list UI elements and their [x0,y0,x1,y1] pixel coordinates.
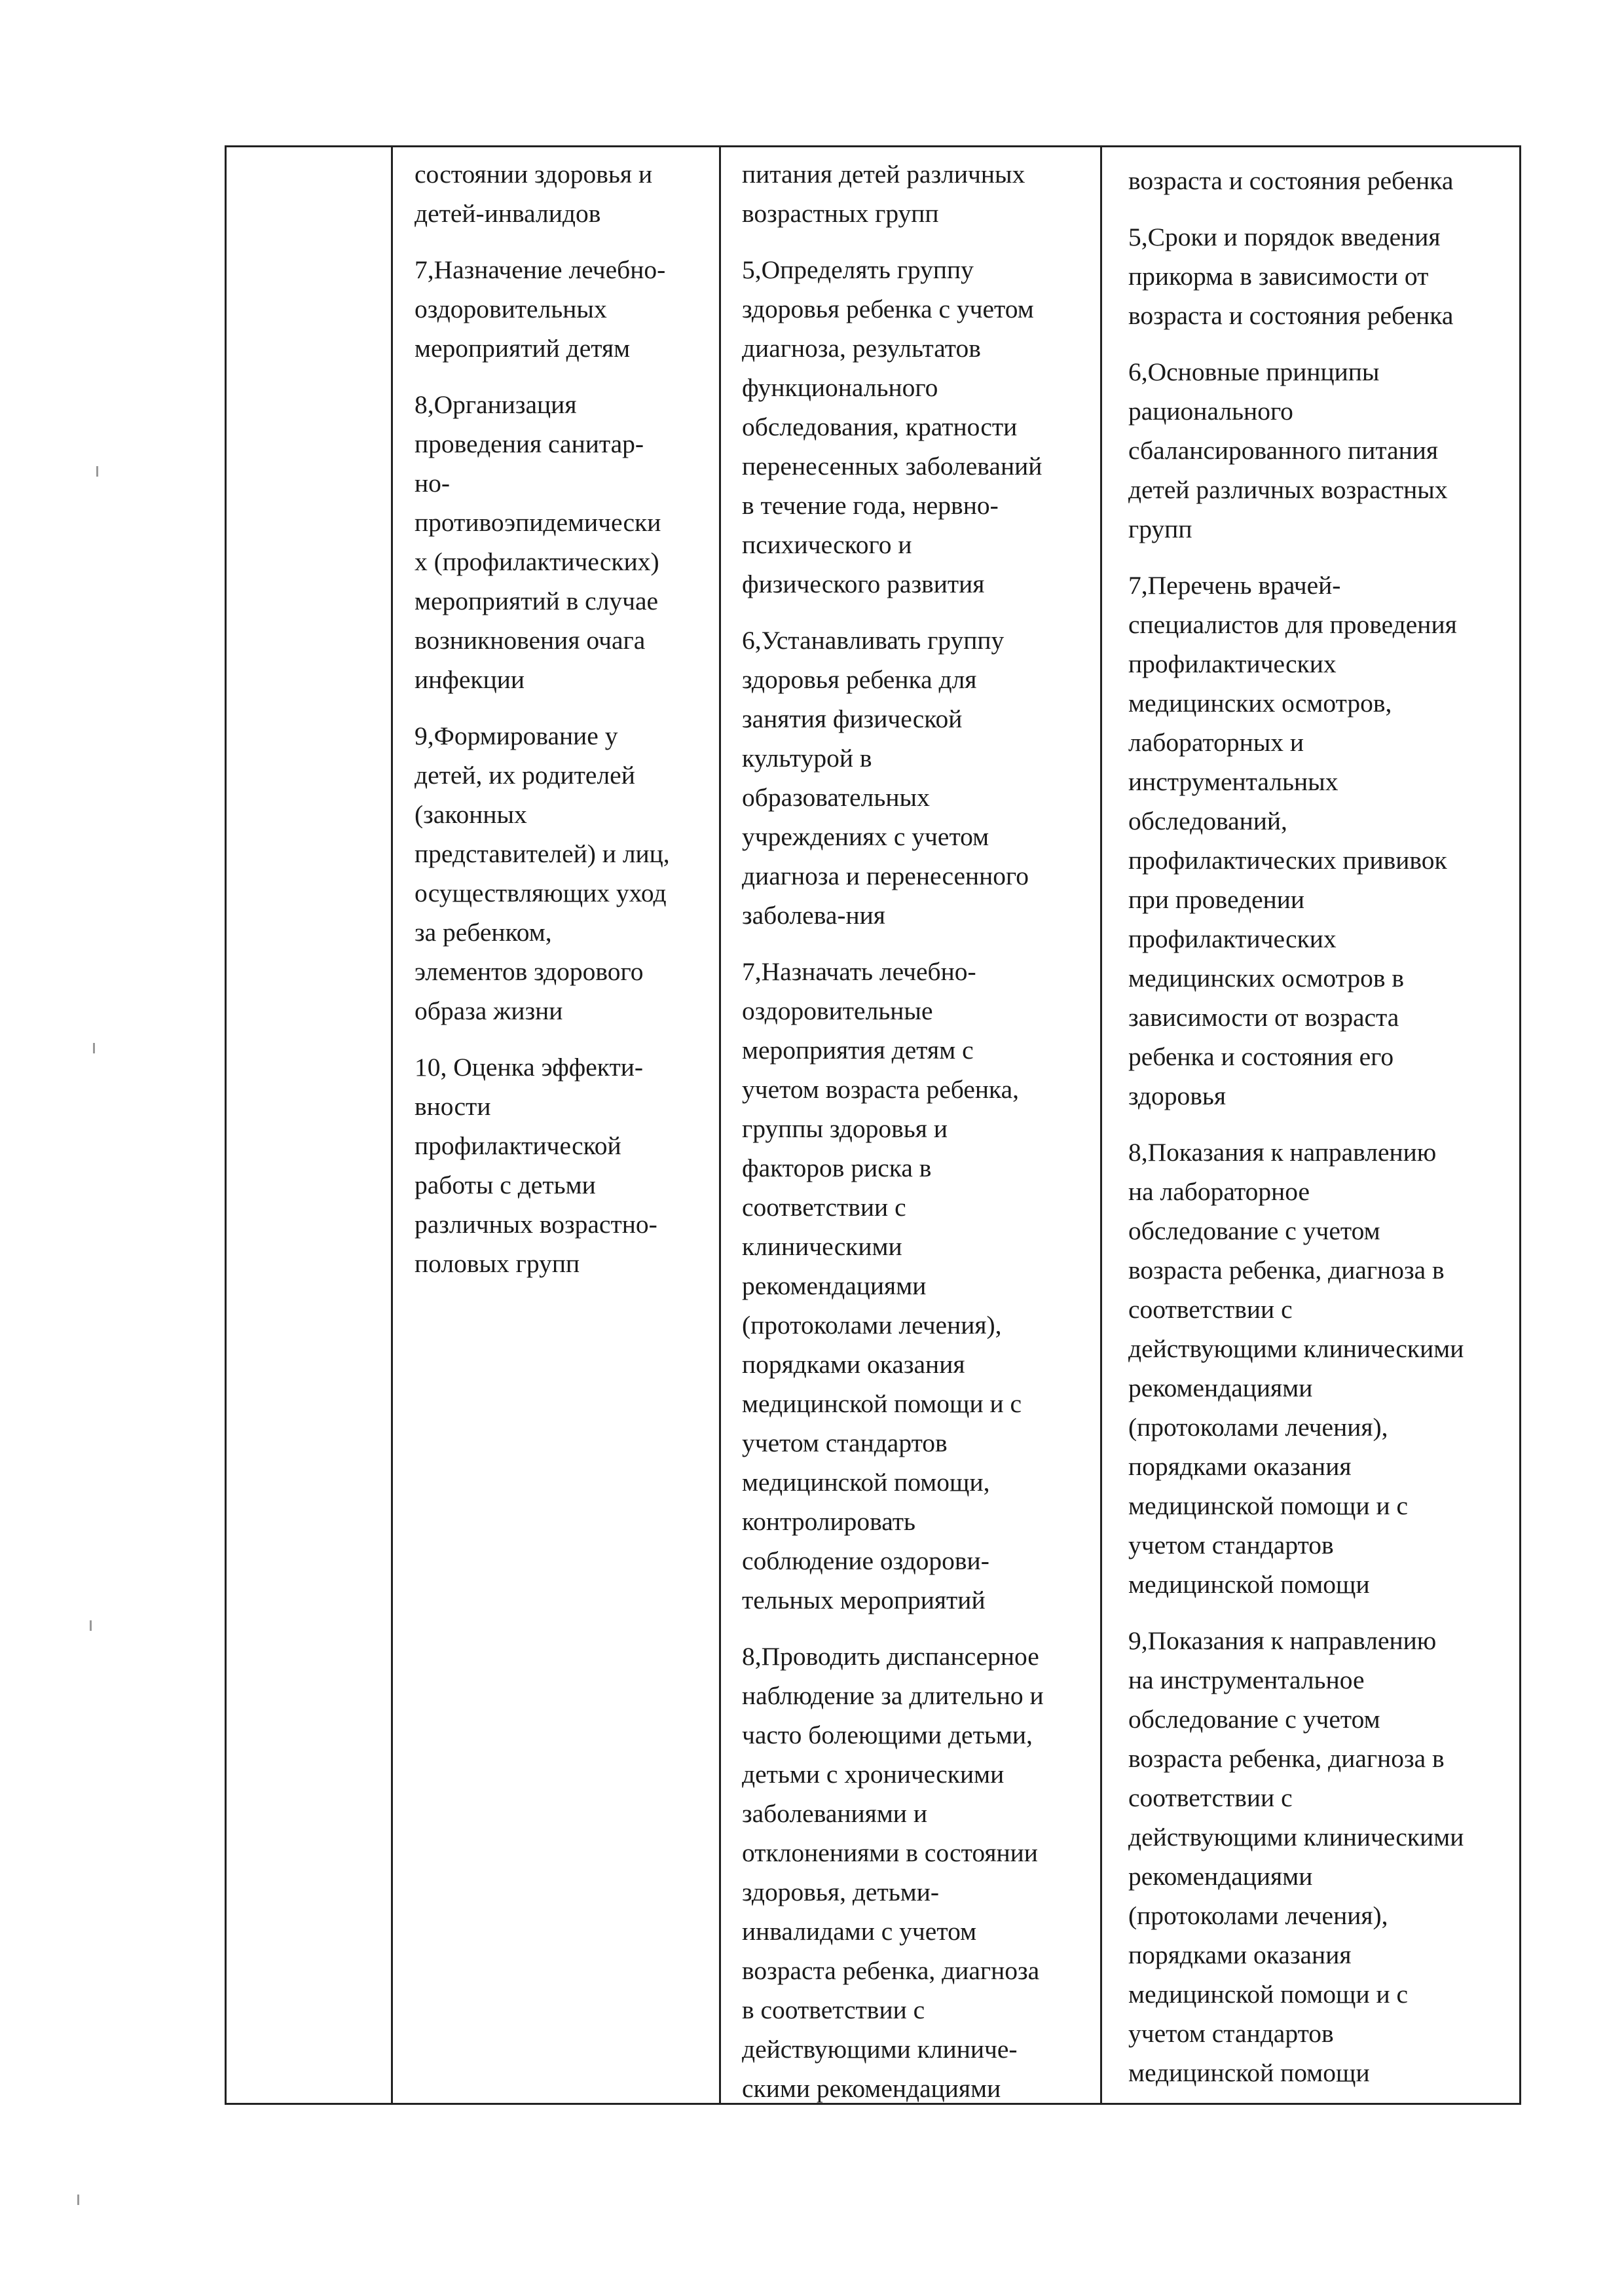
text-line: зависимости от возраста [1128,1003,1399,1032]
text-line: прикорма в зависимости от [1128,262,1429,291]
table-cell-col1 [234,145,384,155]
text-line: обследований, [1128,807,1287,835]
text-line: мероприятий детям [415,334,631,363]
text-line: (протоколами лечения), [1128,1901,1388,1930]
text-line: проведения санитар- [415,429,644,458]
cell-paragraph [1128,1621,1518,2092]
text-line: часто болеющими детьми, [742,1721,1033,1749]
text-line: заболеваниями и [742,1799,927,1828]
text-line: образа жизни [415,996,563,1025]
text-line: 10, Оценка эффекти- [415,1053,644,1082]
text-line: оздоровительные [742,996,933,1025]
cell-paragraph [415,155,716,233]
text-line: профилактических [1128,924,1337,953]
cell-paragraph [415,716,716,1030]
table-right-border [1519,145,1521,2105]
text-line: учетом стандартов [1128,2019,1334,2048]
text-line: образовательных [742,783,930,812]
text-line: работы с детьми [415,1171,596,1199]
cell-paragraph [1128,352,1518,549]
cell-paragraph [1128,161,1518,200]
cell-paragraph [1128,1133,1518,1604]
text-line: (законных [415,800,527,829]
text-line: медицинской помощи [1128,2058,1370,2087]
margin-mark [77,2195,79,2205]
text-line: медицинской помощи и с [1128,1491,1408,1520]
text-line: возникновения очага [415,626,646,655]
text-line: диагноза и перенесенного [742,862,1029,890]
text-line: вности [415,1092,491,1121]
text-line: в течение года, нервно- [742,491,999,520]
text-line: функционального [742,373,938,402]
text-line: осуществляющих уход [415,879,667,907]
text-line: (протоколами лечения), [742,1311,1002,1339]
text-line: половых групп [415,1249,580,1278]
column-divider [1100,145,1102,2105]
text-line: клиническими [742,1232,902,1261]
text-line: возраста ребенка, диагноза в [1128,1256,1445,1285]
text-line: тельных мероприятий [742,1586,986,1614]
margin-mark [96,466,98,477]
text-line: питания детей различных [742,160,1025,189]
text-line: здоровья, детьми- [742,1878,940,1906]
text-line: наблюдение за длительно и [742,1681,1044,1710]
text-line: лабораторных и [1128,728,1304,757]
text-line: 7,Назначать лечебно- [742,957,976,986]
text-line: 8,Организация [415,390,577,419]
text-line: порядками оказания [1128,1941,1352,1969]
text-line: специалистов для проведения [1128,610,1457,639]
document-table [225,145,1521,2105]
cell-paragraph [742,250,1096,604]
text-line: учетом возраста ребенка, [742,1075,1019,1104]
text-line: медицинских осмотров, [1128,689,1392,718]
text-line: медицинской помощи, [742,1468,990,1497]
text-line: 9,Формирование у [415,721,618,750]
column-divider [391,145,393,2105]
text-line: медицинских осмотров в [1128,964,1405,993]
text-line: психического и [742,530,912,559]
text-line: отклонениями в состоянии [742,1838,1038,1867]
text-line: на инструментальное [1128,1666,1365,1694]
text-line: рационального [1128,397,1293,426]
text-line: учетом стандартов [1128,1531,1334,1559]
text-line: рекомендациями [1128,1374,1313,1402]
text-line: групп [1128,515,1192,543]
cell-paragraph [742,1637,1096,2108]
text-line: х (профилактических) [415,547,659,576]
text-line: занятия физической [742,704,963,733]
table-left-border [225,145,227,2105]
text-line: за ребенком, [415,918,552,947]
text-line: рекомендациями [742,1271,927,1300]
cell-paragraph [415,385,716,699]
text-line: заболева-ния [742,901,885,930]
text-line: рекомендациями [1128,1862,1313,1891]
text-line: профилактических [1128,649,1337,678]
text-line: действующими клиническими [1128,1334,1464,1363]
text-line: скими рекомендациями [742,2074,1001,2103]
text-line: 7,Назначение лечебно- [415,255,666,284]
margin-mark [93,1043,95,1053]
text-line: 8,Показания к направлению [1128,1138,1437,1167]
text-line: контролировать [742,1507,916,1536]
text-line: обследование с учетом [1128,1705,1380,1734]
text-line: состоянии здоровья и [415,160,653,189]
text-line: мероприятий в случае [415,587,659,615]
cell-paragraph [742,952,1096,1620]
text-line: детей, их родителей [415,761,635,790]
text-line: но- [415,469,451,498]
text-line: 5,Сроки и порядок введения [1128,223,1441,251]
text-line: соблюдение оздорови- [742,1546,989,1575]
text-line: культурой в [742,744,872,773]
text-line: оздоровительных [415,295,607,323]
text-line: детьми с хроническими [742,1760,1005,1789]
text-line: здоровья ребенка для [742,665,977,694]
text-line: соответствии с [742,1193,906,1222]
text-line: соответствии с [1128,1295,1293,1324]
text-line: возраста ребенка, диагноза в [1128,1744,1445,1773]
text-line: инструментальных [1128,767,1338,796]
text-line: возраста и состояния ребенка [1128,301,1454,330]
text-line: действующими клиническими [1128,1823,1464,1851]
text-line: 8,Проводить диспансерное [742,1642,1039,1671]
text-line: учетом стандартов [742,1429,948,1457]
text-line: ребенка и состояния его [1128,1042,1394,1071]
text-line: обследование с учетом [1128,1216,1380,1245]
text-line: детей-инвалидов [415,199,601,228]
text-line: представителей) и лиц, [415,839,670,868]
text-line: мероприятия детям с [742,1036,974,1065]
text-line: возраста ребенка, диагноза [742,1956,1040,1985]
text-line: (протоколами лечения), [1128,1413,1388,1442]
text-line: обследования, кратности [742,412,1018,441]
text-line: детей различных возрастных [1128,475,1448,504]
cell-paragraph [742,621,1096,935]
text-line: физического развития [742,570,985,598]
text-line: действующими клиниче- [742,2035,1018,2064]
text-line: перенесенных заболеваний [742,452,1043,481]
text-line: при проведении [1128,885,1305,914]
text-line: элементов здорового [415,957,644,986]
text-line: порядками оказания [1128,1452,1352,1481]
table-cell-col3 [742,145,1096,2125]
text-line: возрастных групп [742,199,939,228]
text-line: здоровья ребенка с учетом [742,295,1034,323]
text-line: факторов риска в [742,1154,932,1182]
text-line: здоровья [1128,1082,1227,1110]
cell-paragraph [415,1048,716,1283]
text-line: 5,Определять группу [742,255,974,284]
text-line: медицинской помощи [1128,1570,1370,1599]
text-line: профилактических прививок [1128,846,1447,875]
table-cell-col2 [415,145,716,1300]
text-line: на лабораторное [1128,1177,1310,1206]
text-line: медицинской помощи и с [1128,1980,1408,2009]
text-line: диагноза, результатов [742,334,981,363]
text-line: 6,Устанавливать группу [742,626,1005,655]
text-line: 6,Основные принципы [1128,357,1380,386]
cell-paragraph [1128,566,1518,1116]
text-line: 7,Перечень врачей- [1128,571,1341,600]
text-line: противоэпидемически [415,508,661,537]
text-line: медицинской помощи и с [742,1389,1022,1418]
text-line: профилактической [415,1131,621,1160]
text-line: порядками оказания [742,1350,965,1379]
text-line: инвалидами с учетом [742,1917,977,1946]
cell-paragraph [1128,217,1518,335]
text-line: учреждениях с учетом [742,822,989,851]
cell-paragraph [415,250,716,368]
text-line: соответствии с [1128,1783,1293,1812]
cell-paragraph [742,155,1096,233]
column-divider [719,145,721,2105]
text-line: сбалансированного питания [1128,436,1439,465]
text-line: в соответствии с [742,1995,925,2024]
text-line: инфекции [415,665,525,694]
text-line: возраста и состояния ребенка [1128,166,1454,195]
margin-mark [90,1620,92,1631]
table-cell-col4 [1128,145,1518,2109]
text-line: различных возрастно- [415,1210,657,1239]
text-line: 9,Показания к направлению [1128,1626,1437,1655]
text-line: группы здоровья и [742,1114,948,1143]
